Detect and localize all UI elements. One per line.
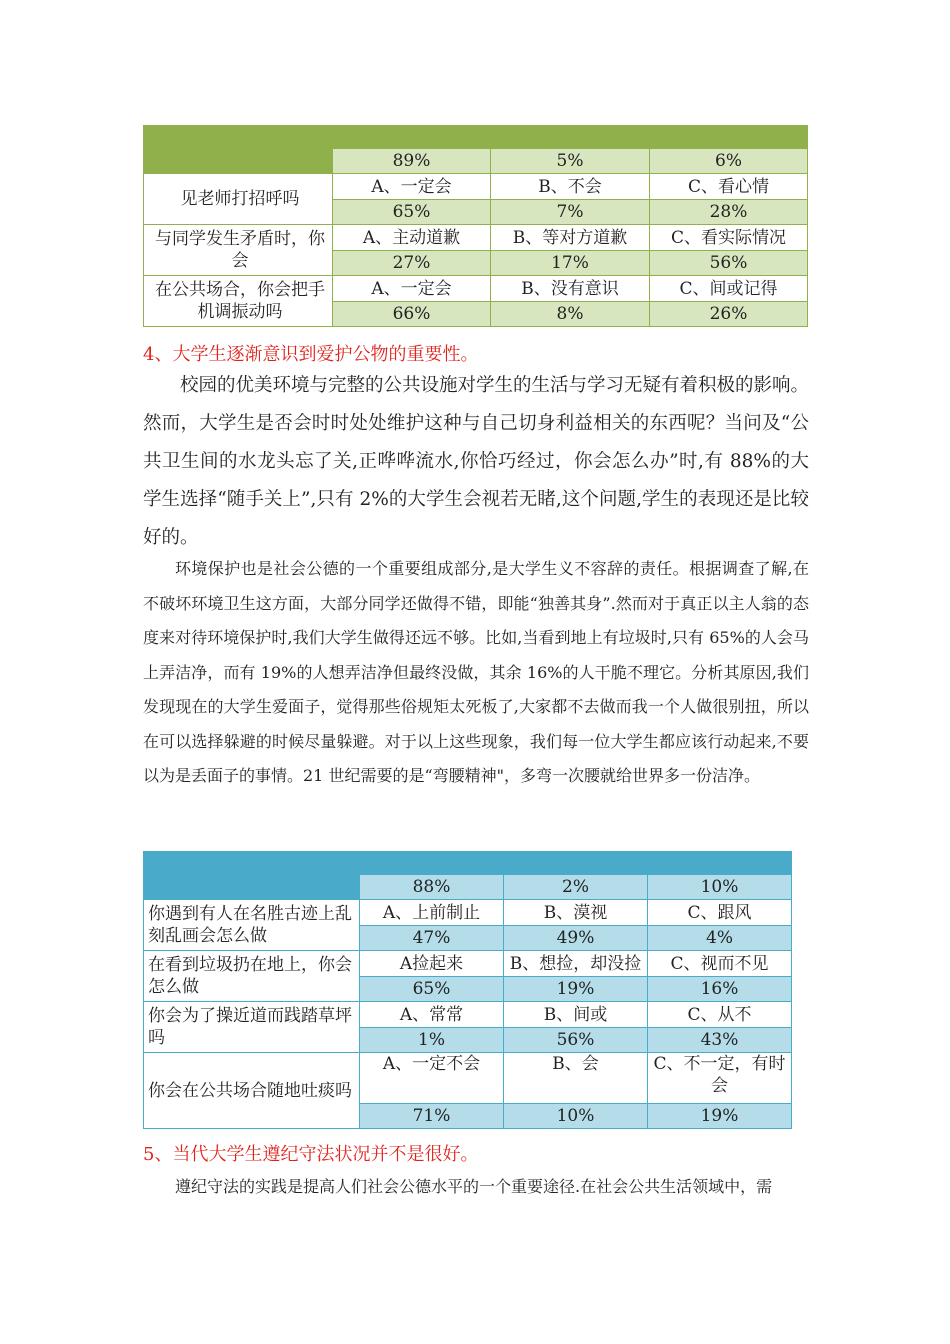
table-row xyxy=(144,174,808,200)
table-header-cell xyxy=(144,126,808,149)
section-heading-5: 5、当代大学生遵纪守法状况并不是很好。 xyxy=(143,1144,479,1165)
pct-cell: 10% xyxy=(504,1104,648,1129)
option-cell: A、一定会 xyxy=(333,174,491,200)
option-cell: A、上前制止 xyxy=(360,900,504,926)
pct-cell: 19% xyxy=(648,1104,792,1129)
paragraph-text: 校园的优美环境与完整的公共设施对学生的生活与学习无疑有着积极的影响。然而，大学生是否会时时处处维护这种与自己切身利益相关的东西呢？当问及“公共卫生间的水龙头忘了关,正哗哗流水,你恰巧经过，你会怎么办”时,有 88%的大学生选择“随手关上”,只有 2%的大学生会视若无睹,这个问题,学生的表现还是比较好的。 xyxy=(143,375,810,548)
option-cell: B、不会 xyxy=(491,174,650,200)
pct-cell: 71% xyxy=(360,1104,504,1129)
option-cell: A、一定不会 xyxy=(360,1053,504,1104)
pct-cell: 89% xyxy=(333,149,491,174)
option-cell: C、看心情 xyxy=(650,174,808,200)
question-cell: 你会在公共场合随地吐痰吗 xyxy=(144,1053,360,1129)
option-cell: B、间或 xyxy=(504,1002,648,1028)
pct-cell: 17% xyxy=(491,251,650,276)
pct-cell: 56% xyxy=(650,251,808,276)
option-cell: A、一定会 xyxy=(333,276,491,302)
pct-cell: 27% xyxy=(333,251,491,276)
pct-cell: 65% xyxy=(333,200,491,225)
option-cell: C、不一定，有时会 xyxy=(648,1053,792,1104)
pct-cell: 8% xyxy=(491,302,650,327)
table-row xyxy=(144,225,808,251)
pct-cell: 10% xyxy=(648,875,792,900)
option-cell: C、跟风 xyxy=(648,900,792,926)
option-cell: B、漠视 xyxy=(504,900,648,926)
table-row xyxy=(144,276,808,302)
paragraph-text: 遵纪守法的实践是提高人们社会公德水平的一个重要途径.在社会公共生活领域中，需 xyxy=(175,1177,773,1196)
question-cell: 在公共场合，你会把手机调振动吗 xyxy=(144,276,333,327)
survey-table-1 xyxy=(143,125,808,327)
option-cell: A、常常 xyxy=(360,1002,504,1028)
question-cell: 与同学发生矛盾时，你会 xyxy=(144,225,333,276)
table-row xyxy=(144,951,792,977)
table-row xyxy=(144,900,792,926)
pct-cell: 2% xyxy=(504,875,648,900)
question-cell: 在看到垃圾扔在地上，你会怎么做 xyxy=(144,951,360,1002)
pct-cell: 16% xyxy=(648,977,792,1002)
paragraph-text: 环境保护也是社会公德的一个重要组成部分,是大学生义不容辞的责任。根据调查了解,在不破坏环境卫生这方面，大部分同学还做得不错，即能“独善其身”.然而对于真正以主人翁的态度来对待环境保护时,我们大学生做得还远不够。比如,当看到地上有垃圾时,只有 65%的人会马上弄洁净，而有 19%的人想弄洁净但最终没做，其余 16%的人干脆不理它。分析其原因,我们发现现在的大学生爱面子，觉得那些俗规矩太死板了,大家都不去做而我一个人做很别扭，所以在可以选择躲避的时候尽量躲避。对于以上这些现象，我们每一位大学生都应该行动起来,不要以为是丢面子的事情。21 世纪需要的是“弯腰精神"，多弯一次腰就给世界多一份洁净。 xyxy=(143,559,809,785)
pct-cell: 5% xyxy=(491,149,650,174)
pct-cell: 49% xyxy=(504,926,648,951)
pct-cell: 26% xyxy=(650,302,808,327)
table-blank-cell xyxy=(144,149,333,174)
paragraph-law xyxy=(143,1170,809,1205)
option-cell: C、看实际情况 xyxy=(650,225,808,251)
option-cell: B、会 xyxy=(504,1053,648,1104)
pct-cell: 4% xyxy=(648,926,792,951)
option-cell: B、没有意识 xyxy=(491,276,650,302)
pct-cell: 88% xyxy=(360,875,504,900)
table-row xyxy=(144,1053,792,1104)
table-header-row xyxy=(144,126,808,149)
pct-cell: 28% xyxy=(650,200,808,225)
option-cell: C、间或记得 xyxy=(650,276,808,302)
option-cell: A捡起来 xyxy=(360,951,504,977)
pct-cell: 1% xyxy=(360,1028,504,1053)
table-header-row xyxy=(144,852,792,875)
survey-table-2 xyxy=(143,851,792,1129)
paragraph-environment xyxy=(143,552,809,794)
pct-cell: 6% xyxy=(650,149,808,174)
question-cell: 见老师打招呼吗 xyxy=(144,174,333,225)
pct-cell: 65% xyxy=(360,977,504,1002)
table-row xyxy=(144,875,792,900)
option-cell: C、从不 xyxy=(648,1002,792,1028)
pct-cell: 66% xyxy=(333,302,491,327)
section-heading-4: 4、大学生逐渐意识到爱护公物的重要性。 xyxy=(143,344,479,365)
question-cell: 你遇到有人在名胜古迹上乱刻乱画会怎么做 xyxy=(144,900,360,951)
table-row xyxy=(144,1002,792,1028)
option-cell: C、视而不见 xyxy=(648,951,792,977)
pct-cell: 47% xyxy=(360,926,504,951)
pct-cell: 56% xyxy=(504,1028,648,1053)
option-cell: B、等对方道歉 xyxy=(491,225,650,251)
table-blank-cell xyxy=(144,875,360,900)
option-cell: A、主动道歉 xyxy=(333,225,491,251)
paragraph-public-property xyxy=(143,367,809,557)
option-cell: B、想捡，却没捡 xyxy=(504,951,648,977)
pct-cell: 19% xyxy=(504,977,648,1002)
question-cell: 你会为了操近道而践踏草坪吗 xyxy=(144,1002,360,1053)
table-row xyxy=(144,149,808,174)
table-header-cell xyxy=(144,852,792,875)
pct-cell: 7% xyxy=(491,200,650,225)
pct-cell: 43% xyxy=(648,1028,792,1053)
